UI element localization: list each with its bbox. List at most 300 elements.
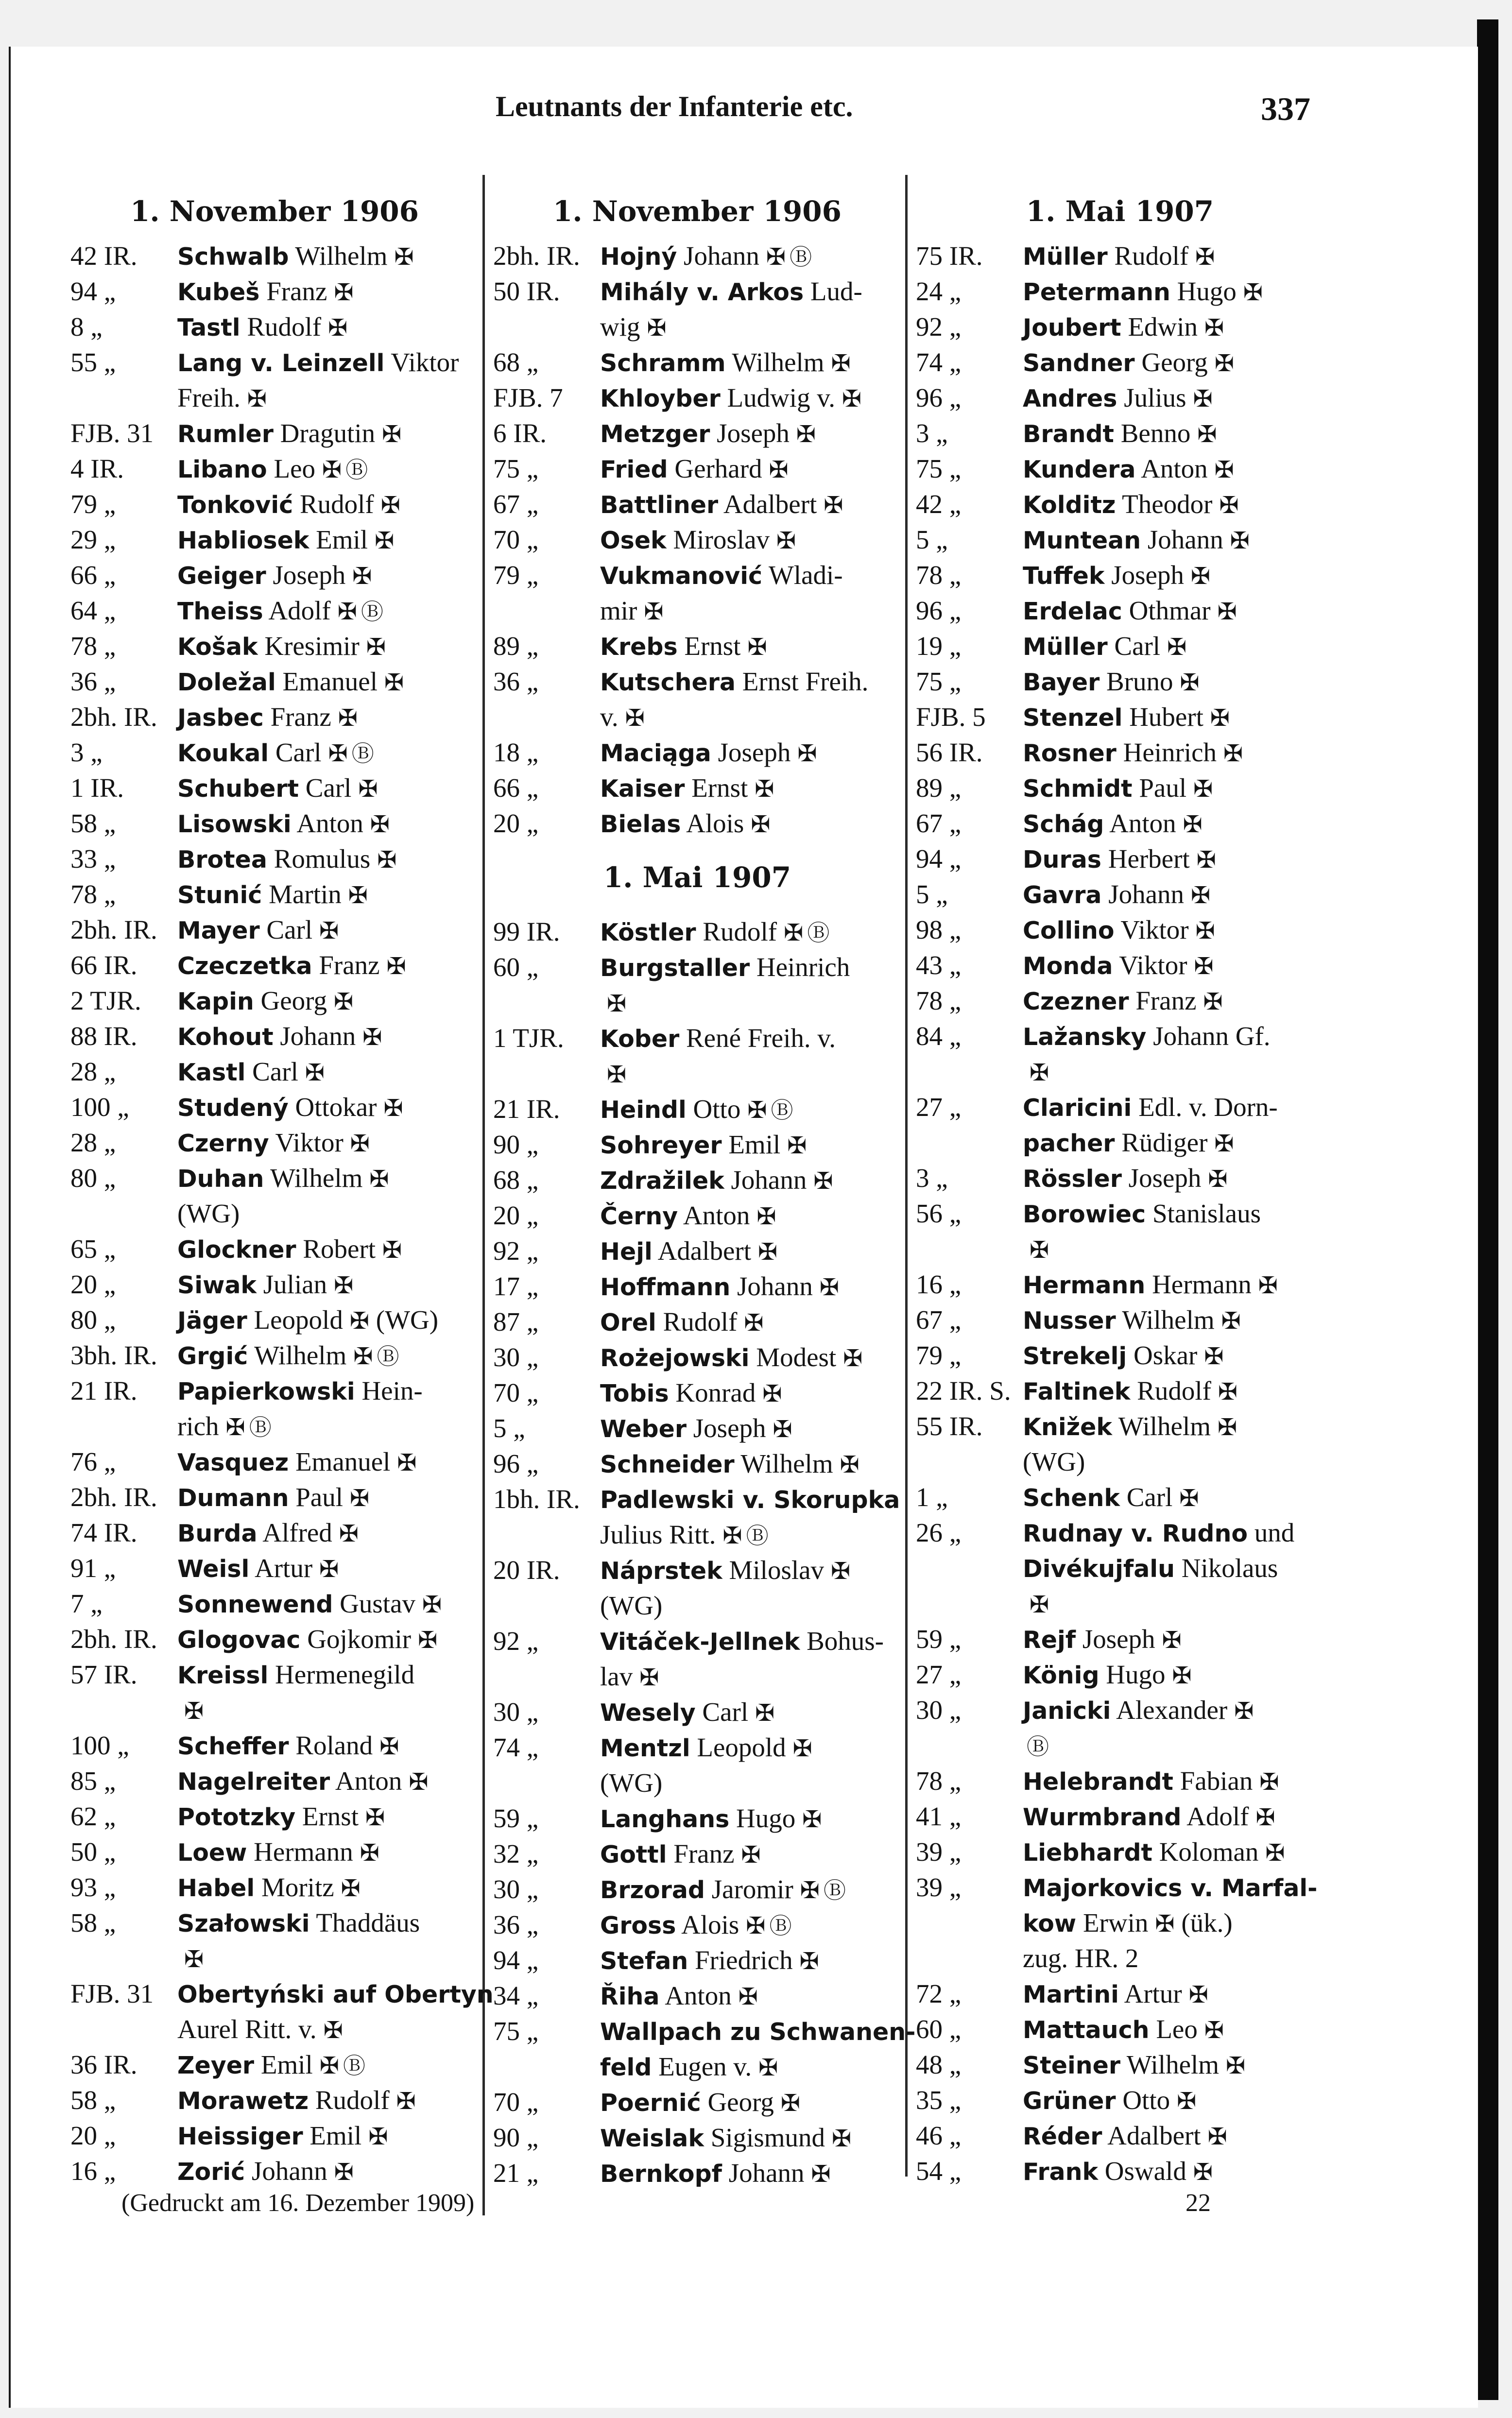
cross-icon: ✠ — [348, 882, 368, 909]
entry-row — [916, 1763, 1324, 1799]
entry-row — [70, 522, 479, 557]
entry-row — [916, 1834, 1324, 1869]
given-name: Viktor — [1119, 950, 1187, 980]
regiment-label: 89 „ — [916, 773, 962, 803]
entry-text — [600, 1730, 812, 1766]
given-name: Carl — [702, 1697, 749, 1727]
regiment-label: 8 „ — [70, 312, 103, 342]
entry-text — [600, 914, 829, 951]
surname: Burda — [177, 1520, 258, 1547]
given-name: Johann — [728, 2158, 805, 2188]
entry-row — [70, 1799, 479, 1834]
entry-row — [916, 1728, 1324, 1763]
regiment-label: 2 TJR. — [70, 986, 141, 1015]
regiment-label: 55 „ — [70, 347, 116, 377]
cross-icon: ✠ — [1030, 1059, 1049, 1086]
given-name: Ernst Freih. — [742, 667, 869, 696]
regiment-label: 58 „ — [70, 2085, 116, 2115]
entry-text — [1023, 1621, 1182, 1658]
surname: Osek — [600, 527, 667, 554]
cross-icon: ✠ — [383, 1095, 403, 1122]
cross-icon: ✠ — [366, 634, 386, 661]
given-name: Heinrich — [1123, 737, 1217, 767]
regiment-label: 39 „ — [916, 1872, 962, 1902]
entry-row — [70, 1940, 479, 1976]
cross-icon: ✠ — [1221, 1307, 1241, 1335]
entry-row — [70, 947, 479, 983]
entry-note: (WG) — [376, 1305, 439, 1335]
regiment-label: 55 IR. — [916, 1411, 983, 1441]
given-name: Franz — [1135, 986, 1197, 1015]
entry-text — [600, 1091, 793, 1128]
entry-text — [177, 1018, 382, 1055]
given-name: Wilhelm — [270, 1163, 363, 1193]
entry-row — [493, 1198, 901, 1233]
given-name: Anton — [296, 808, 363, 838]
entry-row — [493, 1623, 901, 1659]
entry-text — [600, 1269, 839, 1305]
cross-icon: ✠ — [1214, 350, 1235, 377]
entry-text — [600, 1871, 846, 1908]
entry-row — [70, 1196, 479, 1231]
entry-row — [916, 1054, 1324, 1089]
entry-text — [177, 557, 372, 594]
entry-row — [916, 1089, 1324, 1125]
entry-text — [177, 1799, 385, 1835]
entry-row — [70, 1089, 479, 1125]
given-name: Emil — [309, 2121, 362, 2150]
given-name: Adalbert — [1107, 2121, 1201, 2150]
b-mark-icon: Ⓑ — [807, 920, 830, 946]
entry-row — [916, 1408, 1324, 1444]
given-name: Wilhelm — [1122, 1305, 1215, 1335]
cross-icon: ✠ — [368, 2123, 388, 2150]
surname: Hojný — [600, 243, 677, 271]
regiment-label: 2bh. IR. — [70, 702, 157, 732]
surname: Obertyński auf Obertyn — [177, 1981, 494, 2008]
cross-icon: ✠ — [319, 1556, 339, 1583]
given-name: Carl — [1114, 631, 1161, 661]
surname: Wurmbrand — [1023, 1803, 1182, 1831]
entry-row — [493, 1162, 901, 1198]
regiment-label: 92 „ — [493, 1236, 539, 1266]
entry-row — [493, 1659, 901, 1694]
surname: Kundera — [1023, 456, 1136, 483]
regiment-label: 36 „ — [493, 667, 539, 696]
given-name: mir — [600, 596, 637, 625]
entry-text — [600, 557, 843, 594]
given-name: rich — [177, 1411, 219, 1441]
entry-text — [600, 522, 796, 559]
entry-text — [1023, 2118, 1227, 2155]
surname: Rumler — [177, 420, 274, 448]
entry-text — [600, 2120, 851, 2157]
regiment-label: 20 „ — [70, 2121, 116, 2150]
entry-row — [916, 344, 1324, 380]
cross-icon: ✠ — [1195, 917, 1215, 944]
surname: Claricini — [1023, 1094, 1132, 1122]
surname: Steiner — [1023, 2052, 1121, 2079]
cross-icon: ✠ — [756, 1203, 776, 1230]
regiment-label: 43 „ — [916, 950, 962, 980]
surname: Hermann — [1023, 1271, 1146, 1299]
entry-text — [177, 1408, 272, 1445]
cross-icon: ✠ — [800, 1877, 820, 1904]
entry-row — [70, 770, 479, 806]
entry-row — [70, 1657, 479, 1692]
cross-icon: ✠ — [769, 456, 789, 483]
given-name: Rudolf — [299, 489, 374, 519]
entry-row — [70, 593, 479, 628]
entry-row — [70, 841, 479, 876]
entry-text — [600, 1694, 774, 1731]
entry-row — [70, 2082, 479, 2118]
given-name: Johann — [251, 2156, 327, 2186]
surname: Monda — [1023, 952, 1113, 980]
surname: Siwak — [177, 1271, 257, 1299]
entry-row — [493, 985, 901, 1020]
entry-text — [600, 1978, 758, 2015]
entry-text — [600, 1517, 769, 1554]
entry-row — [70, 2118, 479, 2153]
entry-row — [70, 1728, 479, 1763]
entry-row — [916, 1692, 1324, 1728]
regiment-label: 7 „ — [70, 1589, 103, 1618]
given-name: Rudolf — [703, 917, 777, 946]
given-name: (WG) — [600, 1768, 663, 1798]
entry-text — [177, 664, 404, 701]
entry-text — [600, 1127, 807, 1164]
given-name: Joseph — [718, 737, 791, 767]
entry-text — [600, 1233, 777, 1270]
surname: Collino — [1023, 917, 1115, 944]
cross-icon: ✠ — [647, 314, 667, 342]
cross-icon: ✠ — [1214, 456, 1234, 483]
entry-row — [70, 876, 479, 912]
regiment-label: 58 „ — [70, 808, 116, 838]
regiment-label: 6 IR. — [493, 418, 547, 448]
cross-icon: ✠ — [1243, 279, 1263, 306]
entry-row — [493, 1836, 901, 1871]
entry-row — [493, 2049, 901, 2084]
entry-row — [70, 309, 479, 344]
surname: Brotea — [177, 846, 267, 874]
entry-row — [493, 1127, 901, 1162]
surname: Košak — [177, 633, 258, 661]
given-name: Herbert — [1108, 844, 1190, 874]
entry-text — [600, 2013, 915, 2050]
entry-text — [1023, 699, 1230, 736]
entry-text — [600, 1659, 659, 1696]
entry-text — [1023, 1834, 1285, 1871]
entry-text — [1023, 415, 1217, 452]
given-name: (WG) — [600, 1591, 663, 1620]
given-name: Wilhelm — [732, 347, 825, 377]
regiment-label: 74 IR. — [70, 1518, 137, 1547]
regiment-label: 19 „ — [916, 631, 962, 661]
regiment-label: 20 „ — [70, 1269, 116, 1299]
entry-text — [1023, 522, 1250, 559]
regiment-label: FJB. 7 — [493, 383, 563, 412]
regiment-label: 99 IR. — [493, 917, 560, 946]
entry-text — [1023, 1338, 1224, 1374]
entry-text — [177, 1160, 389, 1197]
entry-text — [600, 238, 812, 275]
cross-icon: ✠ — [184, 1698, 204, 1725]
given-name: Alois — [681, 1910, 739, 1939]
regiment-label: 1 TJR. — [493, 1023, 564, 1053]
cross-icon: ✠ — [755, 775, 774, 803]
surname: Černy — [600, 1202, 678, 1230]
date-heading: 1. November 1906 — [130, 195, 419, 228]
cross-icon: ✠ — [1167, 634, 1187, 661]
cross-icon: ✠ — [1208, 1166, 1228, 1193]
regiment-label: 94 „ — [70, 276, 116, 306]
surname: Majorkovics v. Marfal- — [1023, 1874, 1318, 1902]
surname: Koukal — [177, 739, 269, 767]
surname: Wallpach zu Schwanen- — [600, 2018, 916, 2046]
given-name: Anton — [683, 1200, 750, 1230]
surname: Kubeš — [177, 278, 260, 306]
entry-row — [70, 1692, 479, 1728]
entry-text — [1023, 1515, 1294, 1551]
entry-row — [493, 415, 901, 451]
entry-row — [493, 1446, 901, 1481]
regiment-label: 68 „ — [493, 347, 539, 377]
entry-text — [600, 1339, 862, 1376]
entry-row — [916, 2047, 1324, 2082]
regiment-label: 100 „ — [70, 1092, 129, 1122]
entry-text — [600, 1162, 833, 1199]
entry-text — [177, 309, 347, 346]
surname: Scheffer — [177, 1732, 289, 1760]
given-name: Paul — [295, 1482, 343, 1512]
cross-icon: ✠ — [751, 811, 771, 838]
surname: Duhan — [177, 1165, 264, 1193]
given-name: Anton — [1141, 454, 1208, 483]
regiment-label: FJB. 5 — [916, 702, 986, 732]
entry-text — [600, 451, 789, 488]
regiment-label: 48 „ — [916, 2050, 962, 2079]
entry-row — [70, 1373, 479, 1408]
entry-row — [916, 380, 1324, 415]
entry-text — [600, 1020, 836, 1057]
entry-row — [916, 274, 1324, 309]
cross-icon: ✠ — [349, 1307, 370, 1335]
regiment-label: 39 „ — [916, 1837, 962, 1867]
regiment-label: 96 „ — [916, 596, 962, 625]
entry-text — [600, 1942, 819, 1979]
cross-icon: ✠ — [747, 634, 767, 661]
surname: Krebs — [600, 633, 678, 661]
entry-row — [70, 274, 479, 309]
given-name: Johann — [1108, 879, 1185, 909]
cross-icon: ✠ — [382, 1236, 402, 1264]
entry-row — [916, 1160, 1324, 1196]
cross-icon: ✠ — [353, 1343, 373, 1370]
cross-icon: ✠ — [1193, 385, 1213, 412]
entry-text — [177, 1054, 325, 1091]
entry-row — [493, 2013, 916, 2049]
entry-row — [916, 557, 1324, 593]
b-mark-icon: Ⓑ — [769, 1913, 792, 1939]
given-name: Hermenegild — [275, 1660, 415, 1689]
regiment-label: 46 „ — [916, 2121, 962, 2150]
regiment-label: 16 „ — [70, 2156, 116, 2186]
given-name: Ludwig v. — [727, 383, 836, 412]
given-name: Adolf — [1186, 1801, 1249, 1831]
entry-row — [916, 522, 1324, 557]
b-mark-icon: Ⓑ — [351, 740, 374, 767]
entry-text — [1023, 557, 1210, 594]
entry-text — [177, 1444, 417, 1481]
given-name: Anton — [335, 1766, 402, 1796]
regiment-label: 80 „ — [70, 1163, 116, 1193]
entry-row — [70, 415, 479, 451]
surname: Bayer — [1023, 669, 1100, 696]
entry-text — [600, 486, 843, 523]
surname: Fried — [600, 456, 668, 483]
entry-text — [1023, 1586, 1049, 1623]
cross-icon: ✠ — [773, 1416, 792, 1443]
entry-text — [177, 1976, 494, 2012]
given-name: Viktor — [1120, 915, 1189, 944]
entry-text — [177, 628, 386, 665]
entry-text — [600, 344, 851, 381]
regiment-label: 36 „ — [493, 1910, 539, 1939]
given-name: Alois — [686, 808, 744, 838]
surname: Heindl — [600, 1096, 687, 1124]
entry-row — [916, 770, 1324, 806]
surname: Libano — [177, 456, 267, 483]
regiment-label: 92 „ — [916, 312, 962, 342]
entry-text — [1023, 1940, 1138, 1976]
regiment-label: 41 „ — [916, 1801, 962, 1831]
cross-icon: ✠ — [365, 1804, 385, 1831]
given-name: Wladi- — [768, 560, 843, 590]
cross-icon: ✠ — [323, 2017, 343, 2044]
cross-icon: ✠ — [1196, 846, 1216, 874]
given-name: Wilhelm — [295, 241, 388, 271]
surname: Tobis — [600, 1380, 669, 1407]
given-name: Wilhelm — [1126, 2050, 1220, 2079]
given-name: Leopold — [254, 1305, 343, 1335]
entry-text — [600, 699, 645, 736]
entry-text — [1023, 841, 1216, 878]
regiment-label: 30 „ — [493, 1697, 539, 1727]
given-name: Emil — [316, 525, 368, 554]
given-name: Bohus- — [807, 1626, 884, 1656]
entry-text — [600, 1410, 792, 1447]
surname: Schmidt — [1023, 775, 1133, 803]
given-name: Franz — [319, 950, 380, 980]
surname: pacher — [1023, 1130, 1115, 1157]
cross-icon: ✠ — [1194, 953, 1214, 980]
regiment-label: 75 „ — [916, 667, 962, 696]
cross-icon: ✠ — [1210, 704, 1230, 732]
cross-icon: ✠ — [358, 775, 378, 803]
surname: Sandner — [1023, 349, 1135, 377]
surname: Zorić — [177, 2158, 245, 2186]
regiment-label: 78 „ — [916, 986, 962, 1015]
entry-row — [916, 699, 1324, 735]
cross-icon: ✠ — [1214, 1130, 1234, 1157]
entry-text — [1023, 2153, 1213, 2190]
entry-row — [916, 841, 1324, 876]
surname: Rudnay v. Rudno — [1023, 1520, 1248, 1547]
entry-text — [1023, 309, 1224, 346]
given-name: Wilhelm — [740, 1449, 833, 1478]
surname: Frank — [1023, 2158, 1099, 2186]
entry-text — [1023, 2011, 1224, 2048]
regiment-label: 76 „ — [70, 1447, 116, 1476]
entry-text — [1023, 1976, 1208, 2013]
surname: Poernić — [600, 2089, 701, 2117]
surname: Schneider — [600, 1451, 735, 1478]
surname: Köstler — [600, 919, 696, 946]
surname: Stefan — [600, 1947, 688, 1975]
entry-text — [177, 1302, 438, 1339]
regiment-label: 67 „ — [916, 808, 962, 838]
cross-icon: ✠ — [1203, 988, 1223, 1015]
surname: Heissiger — [177, 2123, 303, 2150]
entry-text — [177, 806, 390, 842]
surname: Weber — [600, 1415, 687, 1443]
surname: Habliosek — [177, 527, 309, 554]
surname: Tuffek — [1023, 562, 1105, 590]
regiment-label: 1bh. IR. — [493, 1484, 580, 1514]
entry-row — [70, 344, 479, 380]
surname: kow — [1023, 1910, 1077, 1938]
regiment-label: 80 „ — [70, 1305, 116, 1335]
given-name: Alexander — [1116, 1695, 1228, 1725]
surname: Lažansky — [1023, 1023, 1147, 1051]
regiment-label: 66 „ — [70, 560, 116, 590]
entry-row — [493, 2155, 901, 2191]
entry-text — [1023, 344, 1234, 381]
regiment-label: 72 „ — [916, 1979, 962, 2008]
entry-row — [493, 1304, 901, 1339]
cross-icon: ✠ — [1258, 1272, 1278, 1299]
given-name: Miroslav — [673, 525, 770, 554]
cross-icon: ✠ — [824, 492, 843, 519]
entry-text — [177, 1125, 370, 1162]
cross-icon: ✠ — [1195, 243, 1215, 271]
regiment-label: 30 „ — [493, 1874, 539, 1904]
cross-icon: ✠ — [1155, 1910, 1175, 1938]
given-name: Georg — [260, 986, 327, 1015]
entry-row — [493, 557, 901, 593]
given-name: Viktor — [391, 347, 459, 377]
given-name: Hermann — [254, 1837, 353, 1867]
regiment-label: 59 „ — [916, 1624, 962, 1654]
cross-icon: ✠ — [607, 1061, 627, 1088]
entry-text — [177, 947, 406, 984]
surname: Brzorad — [600, 1876, 705, 1904]
entry-text — [600, 806, 771, 842]
cross-icon: ✠ — [375, 527, 395, 554]
entry-row — [916, 947, 1324, 983]
entry-text — [600, 1481, 900, 1518]
entry-row — [70, 1018, 479, 1054]
cross-icon: ✠ — [1193, 2159, 1213, 2186]
given-name: Joseph — [273, 560, 346, 590]
given-name: Rüdiger — [1121, 1128, 1208, 1157]
cross-icon: ✠ — [1265, 1839, 1285, 1867]
cross-icon: ✠ — [766, 243, 786, 271]
regiment-label: 60 „ — [493, 952, 539, 982]
given-name: Freih. — [177, 383, 241, 412]
